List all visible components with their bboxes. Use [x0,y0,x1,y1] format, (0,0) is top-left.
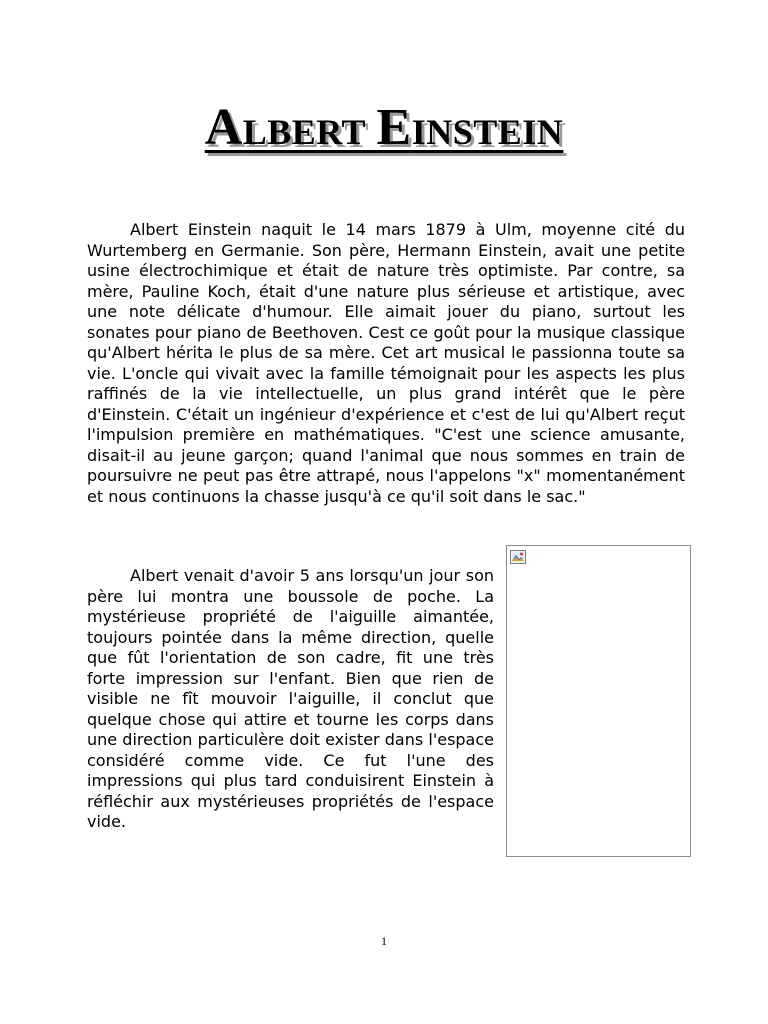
title-rest-einstein: INSTEIN [411,112,564,152]
page-title [0,100,768,160]
title-initial-a: A [204,99,243,156]
paragraph-birth: Albert Einstein naquit le 14 mars 1879 à Ulm, moyenne cité du Wurtemberg en Germanie. Son père, Hermann Einstein, avait une petite usine électrochimique et était de nature très optimiste. Par contre, sa mère, Pauline Koch, était d'une nature plus sérieuse et artistique, avec une note délicate d'humour. Elle aimait jouer du piano, surtout les sonates pour piano de Beethoven. Cest ce goût pour la musique classique qu'Albert hérita le plus de sa mère. Cet art musical le passionna toute sa vie. L'oncle qui vivait avec la famille témoignait pour les aspects les plus raffinés de la vie intellectuelle, un plus grand intérêt que le père d'Einstein. C'était un ingénieur d'expérience et c'est de lui qu'Albert reçut l'impulsion première en mathématiques. "C'est une science amusante, disait-il au jeune garçon; quand l'animal que nous sommes en train de poursuivre ne peut pas être attrapé, nous l'appelons "x" momentanément et nous continuons la chasse jusqu'à ce qu'il soit dans le sac." [87,220,685,506]
paragraph-compass: Albert venait d'avoir 5 ans lorsqu'un jour son père lui montra une boussole de poche. La mystérieuse propriété de l'aiguille aimantée, toujours pointée dans la même direction, quelle que fût l'orientation de son cadre, fit une très forte impression sur l'enfant. Bien que rien de visible ne fît mouvoir l'aiguille, il conclut que quelque chose qui attire et tourne les corps dans une direction particulère doit exister dans l'espace considéré comme vide. Ce fut l'une des impressions qui plus tard conduisirent Einstein à réfléchir aux mystérieuses propriétés de l'espace vide. [87,566,494,831]
image-placeholder [506,545,691,857]
title-rest-albert: LBERT [242,112,367,152]
broken-image-icon [510,549,526,563]
page-number: 1 [381,934,387,948]
title-space [366,108,377,153]
title-initial-e: E [376,99,412,156]
